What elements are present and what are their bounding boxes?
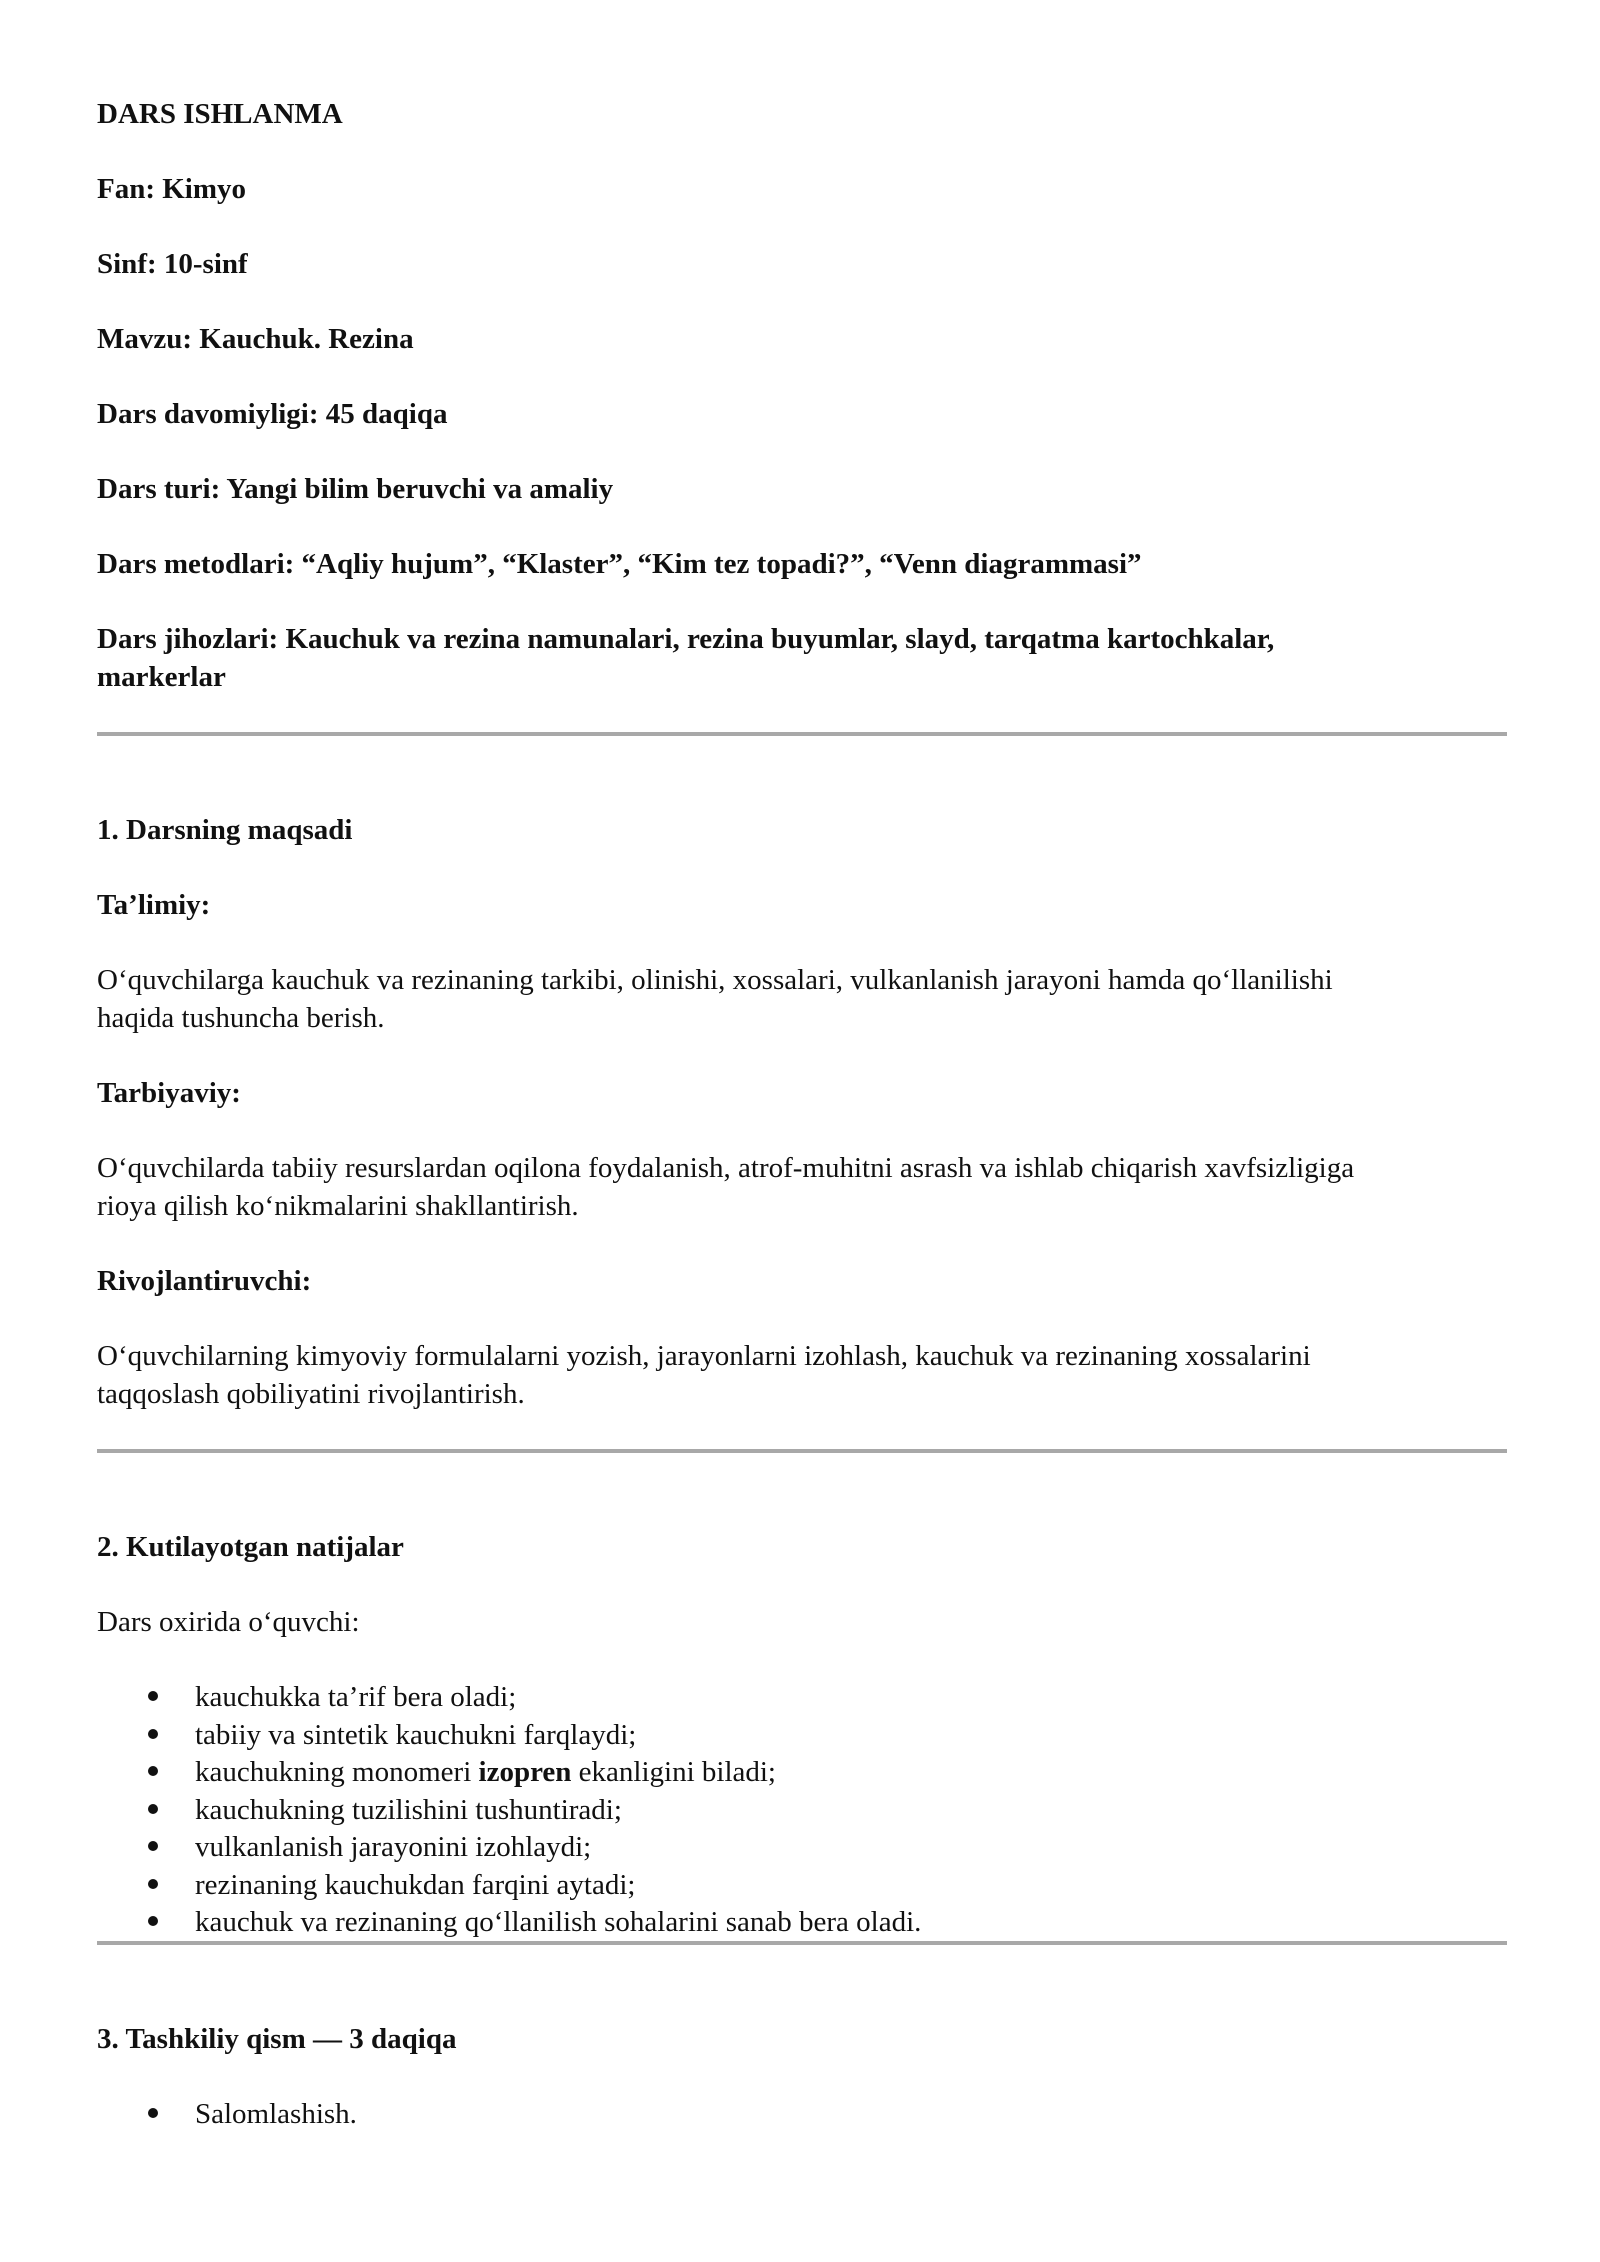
outcomes-list xyxy=(97,1678,1507,1941)
list-item: tabiiy va sintetik kauchukni farqlaydi; xyxy=(97,1716,1507,1754)
bullet-icon xyxy=(148,1804,158,1814)
section-divider xyxy=(97,1449,1507,1453)
lesson-type-line: Dars turi: Yangi bilim beruvchi va amaliy xyxy=(97,473,614,505)
outcomes-intro: Dars oxirida o‘quvchi: xyxy=(97,1606,360,1638)
list-item: vulkanlanish jarayonini izohlaydi; xyxy=(97,1828,1507,1866)
methods-line: Dars metodlari: “Aqliy hujum”, “Klaster”, “Kim tez topadi?”, “Venn diagrammasi” xyxy=(97,548,1142,580)
document-body xyxy=(97,95,1507,2132)
list-item: rezinaning kauchukdan farqini aytadi; xyxy=(97,1866,1507,1904)
upbringing-goal-text-line-1: O‘quvchilarda tabiiy resurslardan oqilona foydalanish, atrof-muhitni asrash va ishlab chiqarish xavfsizligiga xyxy=(97,1152,1355,1184)
list-item: Salomlashish. xyxy=(97,2095,1507,2133)
upbringing-goal-text-line-2: rioya qilish ko‘nikmalarini shakllantirish. xyxy=(97,1190,579,1222)
topic-line: Mavzu: Kauchuk. Rezina xyxy=(97,323,414,355)
section-2-heading: 2. Kutilayotgan natijalar xyxy=(97,1531,404,1563)
list-item: kauchukning tuzilishini tushuntiradi; xyxy=(97,1791,1507,1829)
developmental-goal-text xyxy=(97,1337,1507,1413)
section-divider xyxy=(97,732,1507,736)
bullet-icon xyxy=(148,1729,158,1739)
grade-line: Sinf: 10-sinf xyxy=(97,248,248,280)
equipment-line xyxy=(97,620,1507,696)
educational-goal-label: Ta’limiy: xyxy=(97,889,211,921)
bullet-icon xyxy=(148,2108,158,2118)
section-1-heading: 1. Darsning maqsadi xyxy=(97,814,353,846)
educational-goal-text xyxy=(97,961,1507,1037)
upbringing-goal-text xyxy=(97,1149,1507,1225)
list-item: kauchukka ta’rif bera oladi; xyxy=(97,1678,1507,1716)
equipment-line-1: Dars jihozlari: Kauchuk va rezina namunalari, rezina buyumlar, slayd, tarqatma kartochkalar, xyxy=(97,623,1275,655)
educational-goal-text-line-2: haqida tushuncha berish. xyxy=(97,1002,385,1034)
list-item: kauchukning monomeri izopren ekanligini biladi; xyxy=(97,1753,1507,1791)
section-divider xyxy=(97,1941,1507,1945)
bullet-icon xyxy=(148,1879,158,1889)
bullet-icon xyxy=(148,1841,158,1851)
subject-line: Fan: Kimyo xyxy=(97,173,247,205)
bullet-icon xyxy=(148,1916,158,1926)
bullet-icon xyxy=(148,1691,158,1701)
developmental-goal-text-line-2: taqqoslash qobiliyatini rivojlantirish. xyxy=(97,1378,525,1410)
bullet-icon xyxy=(148,1766,158,1776)
upbringing-goal-label: Tarbiyaviy: xyxy=(97,1077,241,1109)
duration-line: Dars davomiyligi: 45 daqiqa xyxy=(97,398,448,430)
document-title: DARS ISHLANMA xyxy=(97,98,343,130)
bold-term: izopren xyxy=(478,1756,572,1788)
developmental-goal-text-line-1: O‘quvchilarning kimyoviy formulalarni yozish, jarayonlarni izohlash, kauchuk va rezinaning xossalarini xyxy=(97,1340,1311,1372)
organizational-list xyxy=(97,2095,1507,2133)
educational-goal-text-line-1: O‘quvchilarga kauchuk va rezinaning tarkibi, olinishi, xossalari, vulkanlanish jarayoni hamda qo‘llanilishi xyxy=(97,964,1333,996)
equipment-line-2: markerlar xyxy=(97,661,226,693)
list-item: kauchuk va rezinaning qo‘llanilish sohalarini sanab bera oladi. xyxy=(97,1903,1507,1941)
section-3-heading: 3. Tashkiliy qism — 3 daqiqa xyxy=(97,2022,457,2055)
developmental-goal-label: Rivojlantiruvchi: xyxy=(97,1265,312,1297)
